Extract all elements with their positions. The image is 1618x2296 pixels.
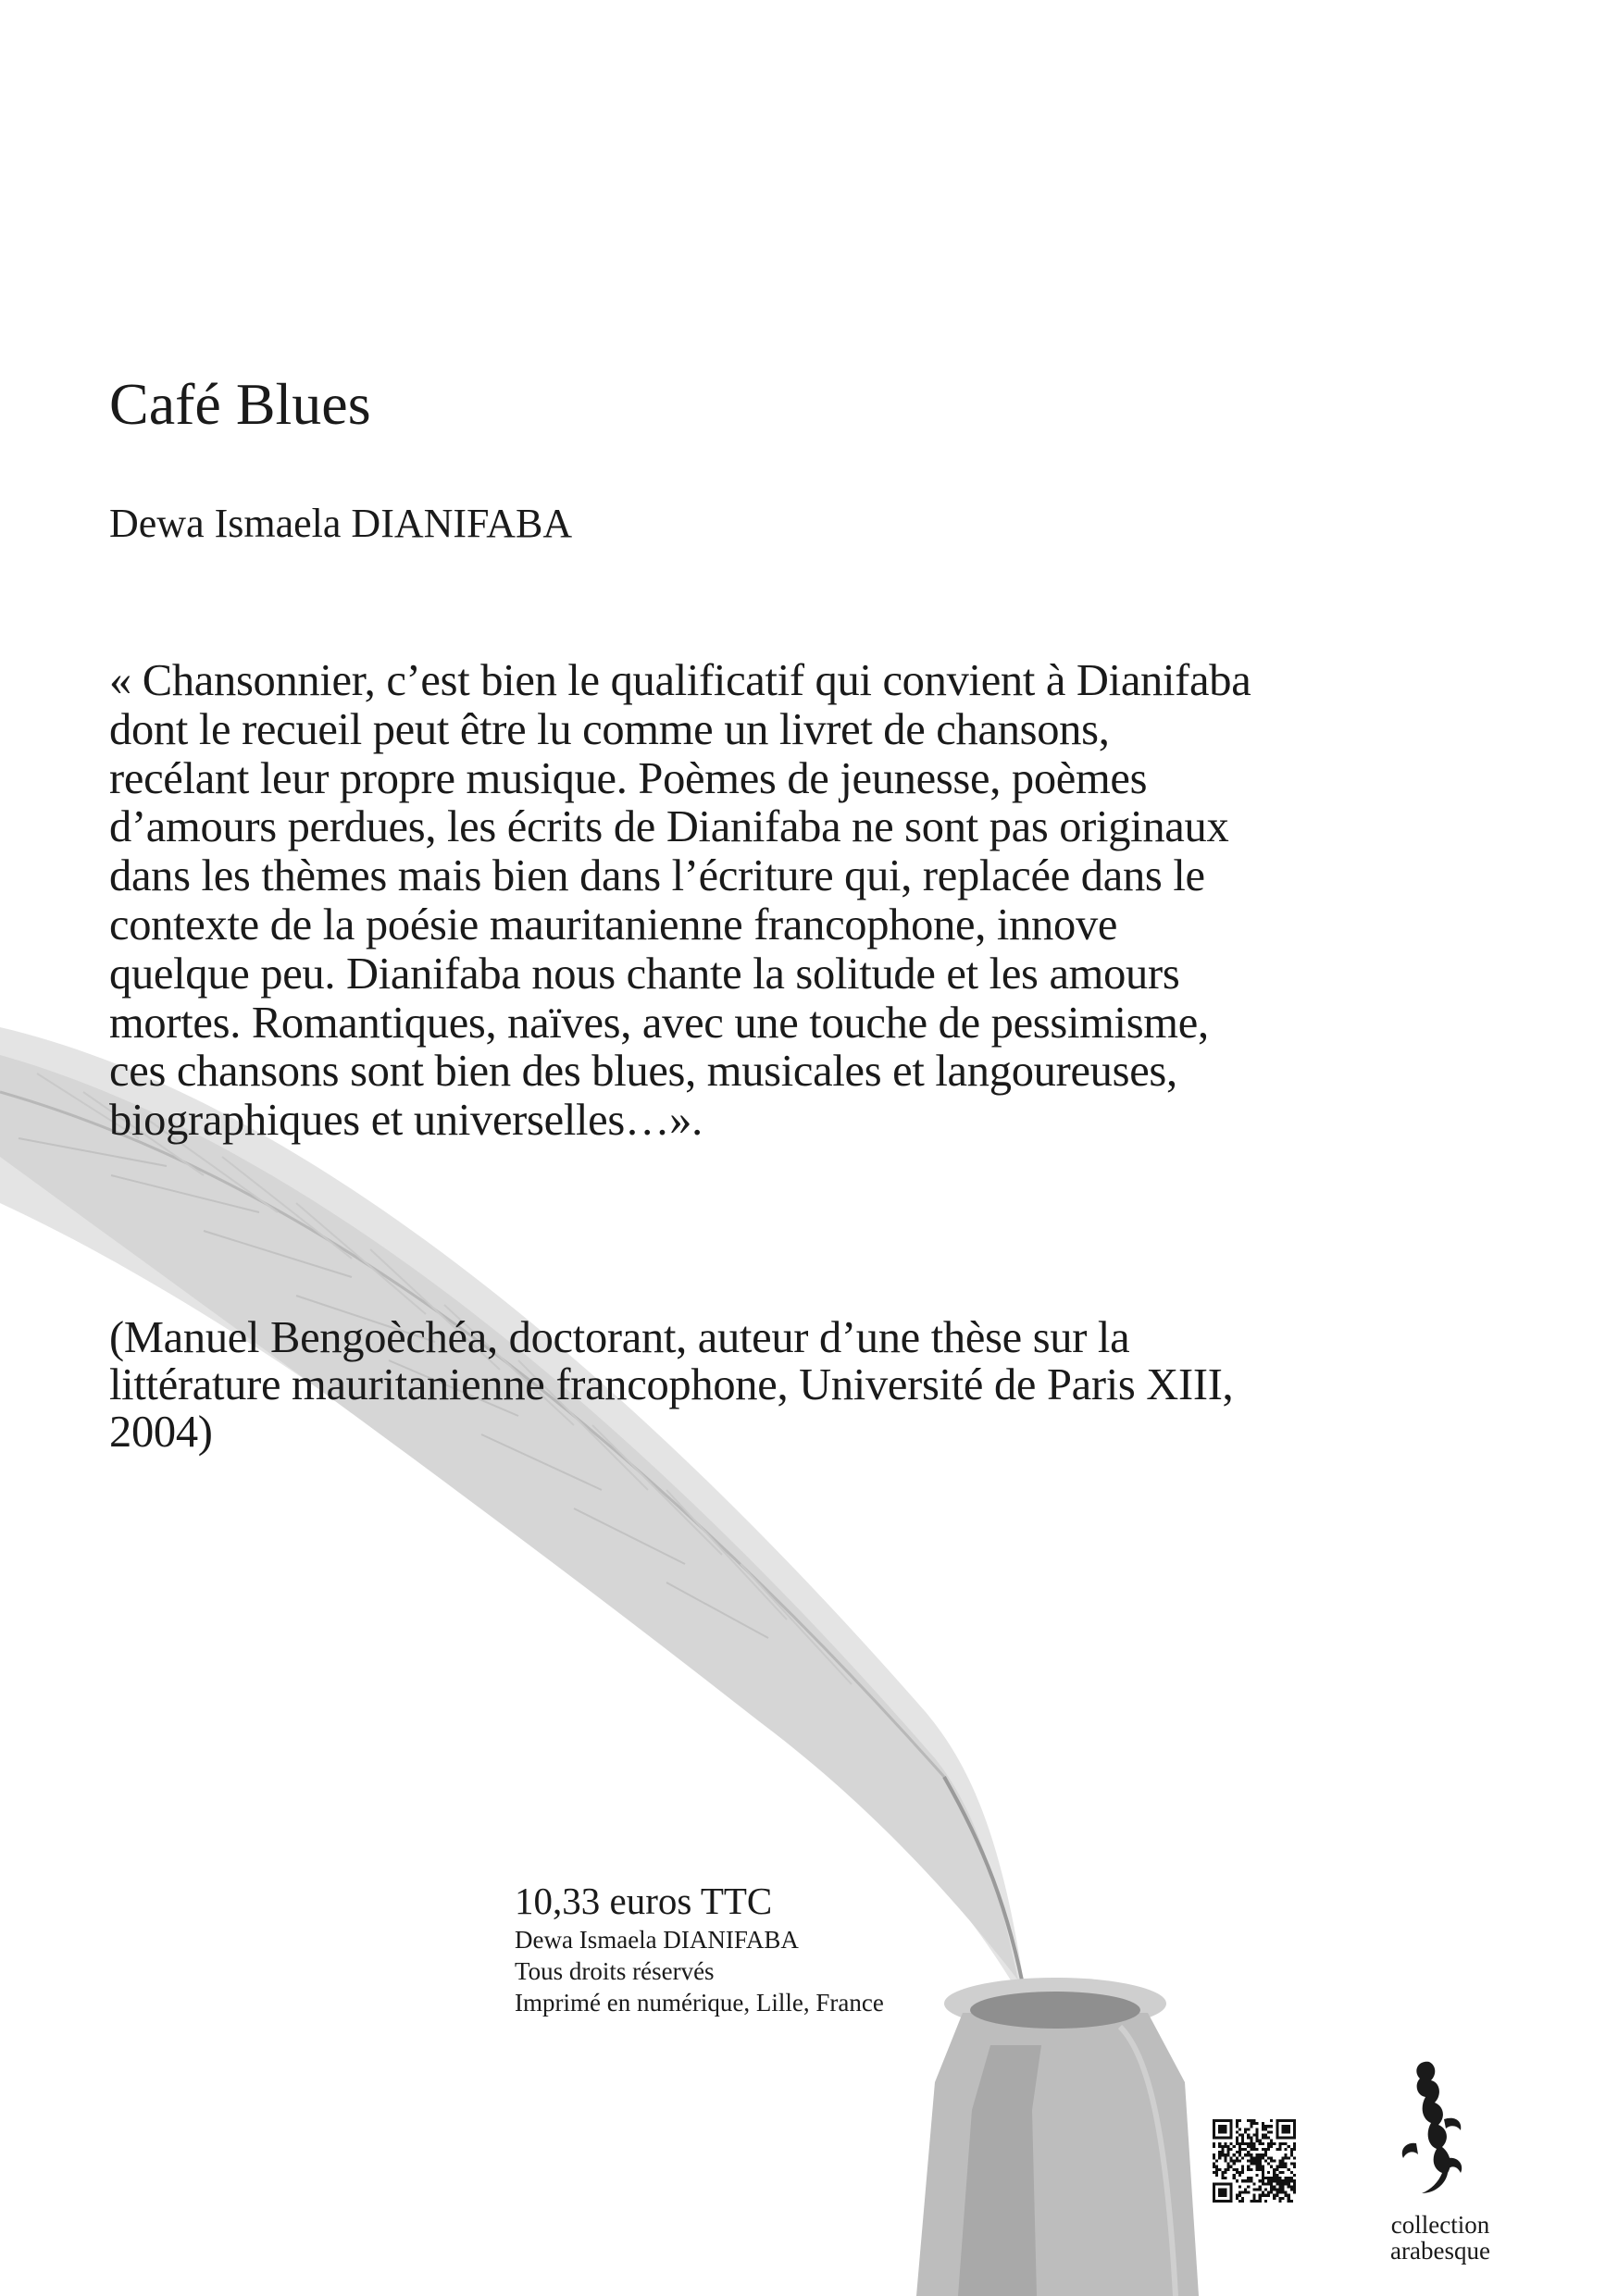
imprint-rights: Tous droits réservés [515, 1957, 715, 1986]
publisher-collection-label [1366, 2212, 1514, 2264]
price-label: 10,33 euros TTC [515, 1880, 773, 1922]
book-title: Café Blues [109, 371, 371, 437]
quill-feather [0, 1027, 1027, 2008]
imprint-printed: Imprimé en numérique, Lille, France [515, 1989, 884, 2017]
publisher-seahorse-logo-icon [1388, 2054, 1472, 2203]
collection-line-1: collection [1390, 2211, 1490, 2239]
imprint-author: Dewa Ismaela DIANIFABA [515, 1926, 799, 1955]
imprint-block [515, 1879, 884, 2018]
book-author: Dewa Ismaela DIANIFABA [109, 501, 573, 546]
blurb-attribution: (Manuel Bengoèchéa, doctorant, auteur d’une thèse sur la littérature mauritanienne francophone, Université de Paris XIII, 2004) [109, 1313, 1234, 1457]
collection-line-2: arabesque [1390, 2237, 1490, 2265]
back-cover-blurb: « Chansonnier, c’est bien le qualificatif qui convient à Dianifaba dont le recueil peut être lu comme un livret de chansons, recélant leur propre musique. Poèmes de jeunesse, poèmes d’amours perdues, les écrits de Dianifaba ne sont pas originaux dans les thèmes mais bien dans l’écriture qui, replacée dans le contexte de la poésie mauritanienne francophone, innove quelque peu. Dianifaba nous chante la solitude et les amours mortes. Romantiques, naïves, avec une touche de pessimisme, ces chansons sont bien des blues, musicales et langoureuses, biographiques et universelles…». [109, 656, 1251, 1146]
qr-code-icon [1213, 2119, 1296, 2203]
inkwell [916, 1978, 1199, 2296]
